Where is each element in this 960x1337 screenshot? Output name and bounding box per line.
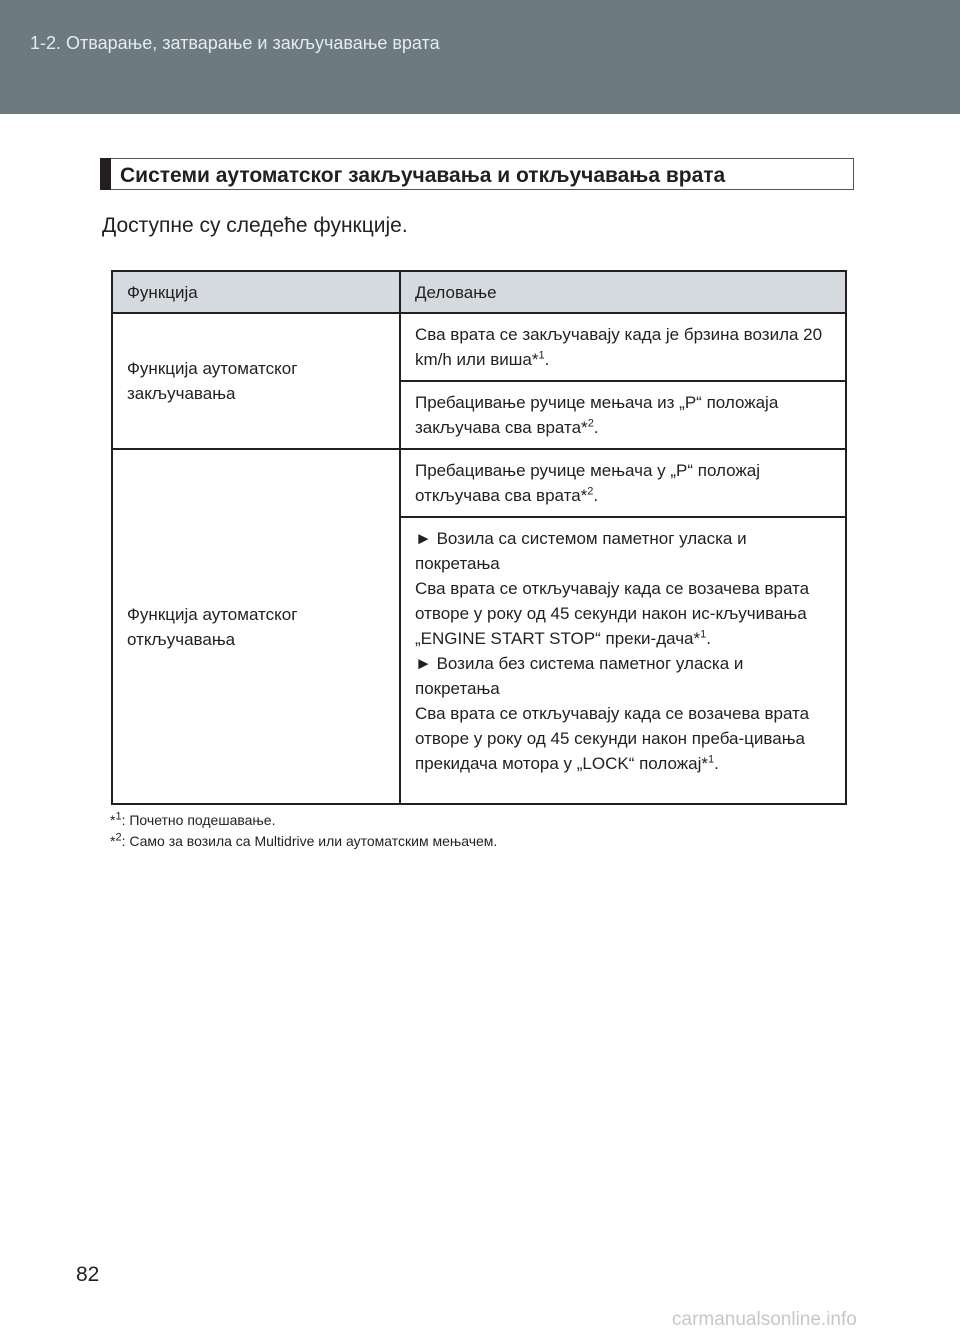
- section-title: Системи аутоматског закључавања и откључавања врата: [120, 164, 726, 187]
- footnote-2: *$^2$: Само за возила са Multidrive или аутоматским мењачем.: [110, 831, 498, 849]
- unlock-action-door: [400, 517, 846, 804]
- header-action: Деловање: [400, 271, 846, 313]
- lock-function-name: Функција аутоматског закључавања: [112, 313, 400, 449]
- functions-table: [111, 270, 847, 805]
- unlock-function-name: Функција аутоматског откључавања: [112, 449, 400, 804]
- lock-action-speed: Сва врата се закључавају када је брзина возила 20 km/h или виша*$^1$.: [400, 313, 846, 381]
- section-heading: [100, 158, 854, 190]
- no-smart-entry-block: ► Возила без система паметног уласка и покретања Сва врата се откључавају када се возачева врата отворе у року од 45 секунди након преба-цивања прекидача мотора у „LOCK“ положај*$^1$.: [415, 654, 810, 773]
- header-function: Функција: [112, 271, 400, 313]
- table-row: [112, 313, 846, 381]
- page-number: 82: [76, 1263, 100, 1286]
- header-band: [0, 0, 960, 114]
- lock-action-shift: Пребацивање ручице мењача из „P“ положаја закључава сва врата*$^2$.: [400, 381, 846, 449]
- triangle-marker-icon: ►: [415, 654, 432, 673]
- triangle-marker-icon: ►: [415, 529, 432, 548]
- heading-bar: [100, 158, 111, 190]
- footnote-1: *$^1$: Почетно подешавање.: [110, 810, 276, 828]
- unlock-action-shift: Пребацивање ручице мењача у „P“ положај откључава сва врата*$^2$.: [400, 449, 846, 517]
- table-header-row: [112, 271, 846, 313]
- chapter-label: 1-2. Отварање, затварање и закључавање врата: [30, 33, 440, 53]
- table-row: [112, 449, 846, 517]
- watermark: carmanualsonline.info: [672, 1309, 857, 1330]
- intro-text: Доступне су следеће функције.: [102, 214, 408, 237]
- smart-entry-block: ► Возила са системом паметног уласка и покретања Сва врата се откључавају када се возачева врата отворе у року од 45 секунди након ис-кључивања „ENGINE START STOP“ преки-дача*$^1$.: [415, 529, 810, 648]
- footnotes: [110, 810, 497, 852]
